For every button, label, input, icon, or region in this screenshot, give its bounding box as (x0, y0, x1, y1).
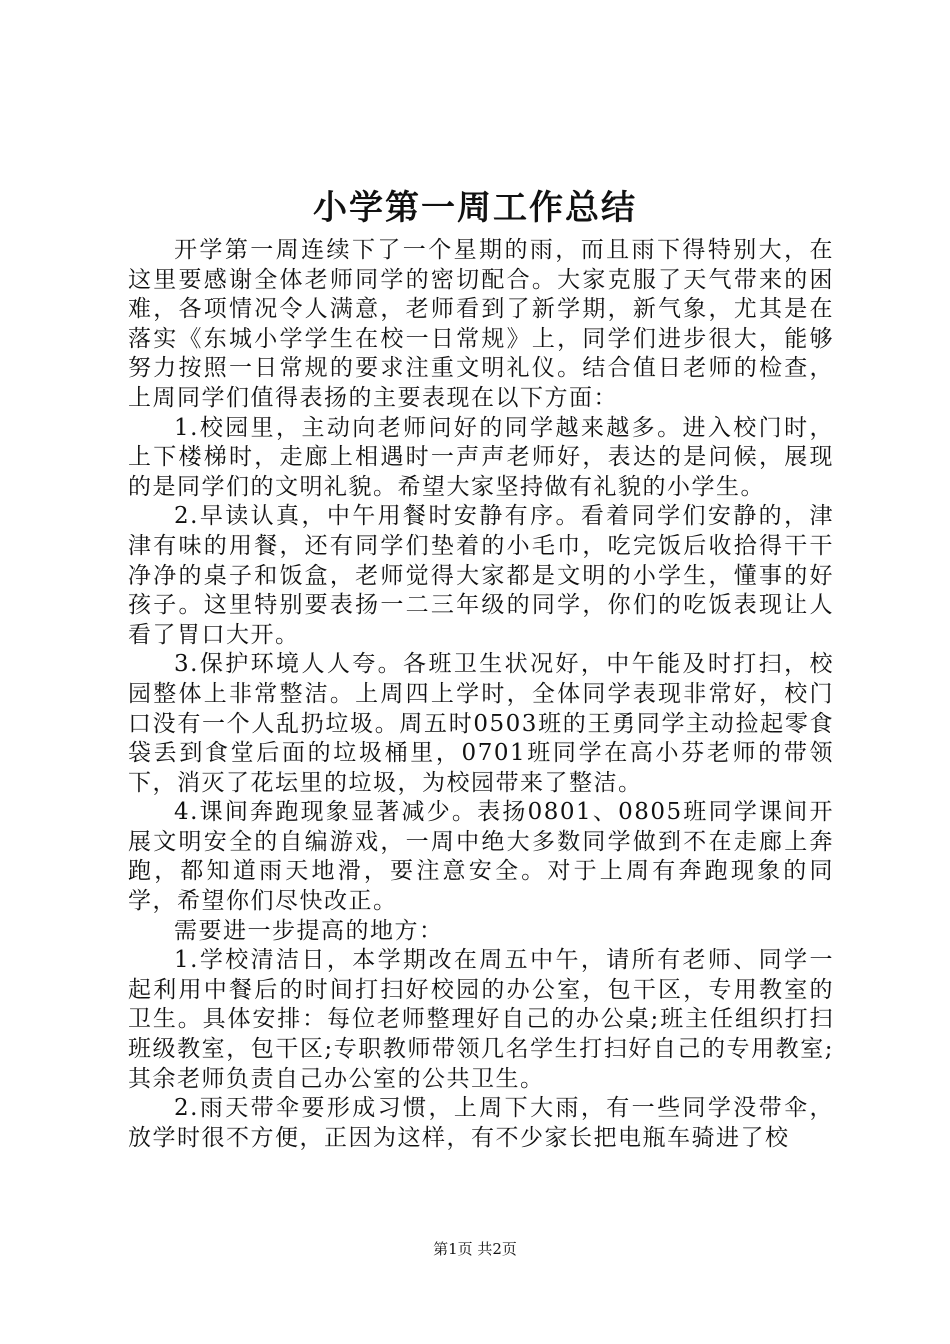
paragraph-intro: 开学第一周连续下了一个星期的雨，而且雨下得特别大，在这里要感谢全体老师同学的密切配合。大家克服了天气带来的困难，各项情况令人满意，老师看到了新学期，新气象，尤其是在落实《东城小学学生在校一日常规》上，同学们进步很大，能够努力按照一日常规的要求注重文明礼仪。结合值日老师的检查，上周同学们值得表扬的主要表现在以下方面： (128, 237, 834, 411)
paragraph-point-2: 2.早读认真，中午用餐时安静有序。看着同学们安静的，津津有味的用餐，还有同学们垫着的小毛巾，吃完饭后收拾得干干净净的桌子和饭盒，老师觉得大家都是文明的小学生，懂事的好孩子。这里特别要表扬一二三年级的同学，你们的吃饭表现让人看了胃口大开。 (128, 503, 834, 648)
paragraph-improvement-1: 1.学校清洁日，本学期改在周五中午，请所有老师、同学一起利用中餐后的时间打扫好校园的办公室，包干区，专用教室的卫生。具体安排：每位老师整理好自己的办公桌;班主任组织打扫班级教室，包干区;专职教师带领几名学生打扫好自己的专用教室;其余老师负责自己办公室的公共卫生。 (128, 947, 834, 1092)
document-body (128, 236, 834, 1153)
document-title: 小学第一周工作总结 (313, 188, 637, 228)
page-number-footer: 第1页 共2页 (433, 1240, 517, 1258)
paragraph-improvement-2: 2.雨天带伞要形成习惯，上周下大雨，有一些同学没带伞，放学时很不方便，正因为这样，有不少家长把电瓶车骑进了校 (128, 1095, 834, 1151)
paragraph-point-3: 3.保护环境人人夸。各班卫生状况好，中午能及时打扫，校园整体上非常整洁。上周四上学时，全体同学表现非常好，校门口没有一个人乱扔垃圾。周五时0503班的王勇同学主动捡起零食袋丢到食堂后面的垃圾桶里，0701班同学在高小芬老师的带领下，消灭了花坛里的垃圾，为校园带来了整洁。 (128, 651, 834, 796)
section-heading-improvements: 需要进一步提高的地方： (174, 917, 444, 944)
paragraph-point-4: 4.课间奔跑现象显著减少。表扬0801、0805班同学课间开展文明安全的自编游戏，一周中绝大多数同学做到不在走廊上奔跑，都知道雨天地滑，要注意安全。对于上周有奔跑现象的同学，希望你们尽快改正。 (128, 799, 834, 915)
paragraph-point-1: 1.校园里，主动向老师问好的同学越来越多。进入校门时，上下楼梯时，走廊上相遇时一声声老师好，表达的是问候，展现的是同学们的文明礼貌。希望大家坚持做有礼貌的小学生。 (128, 414, 834, 500)
